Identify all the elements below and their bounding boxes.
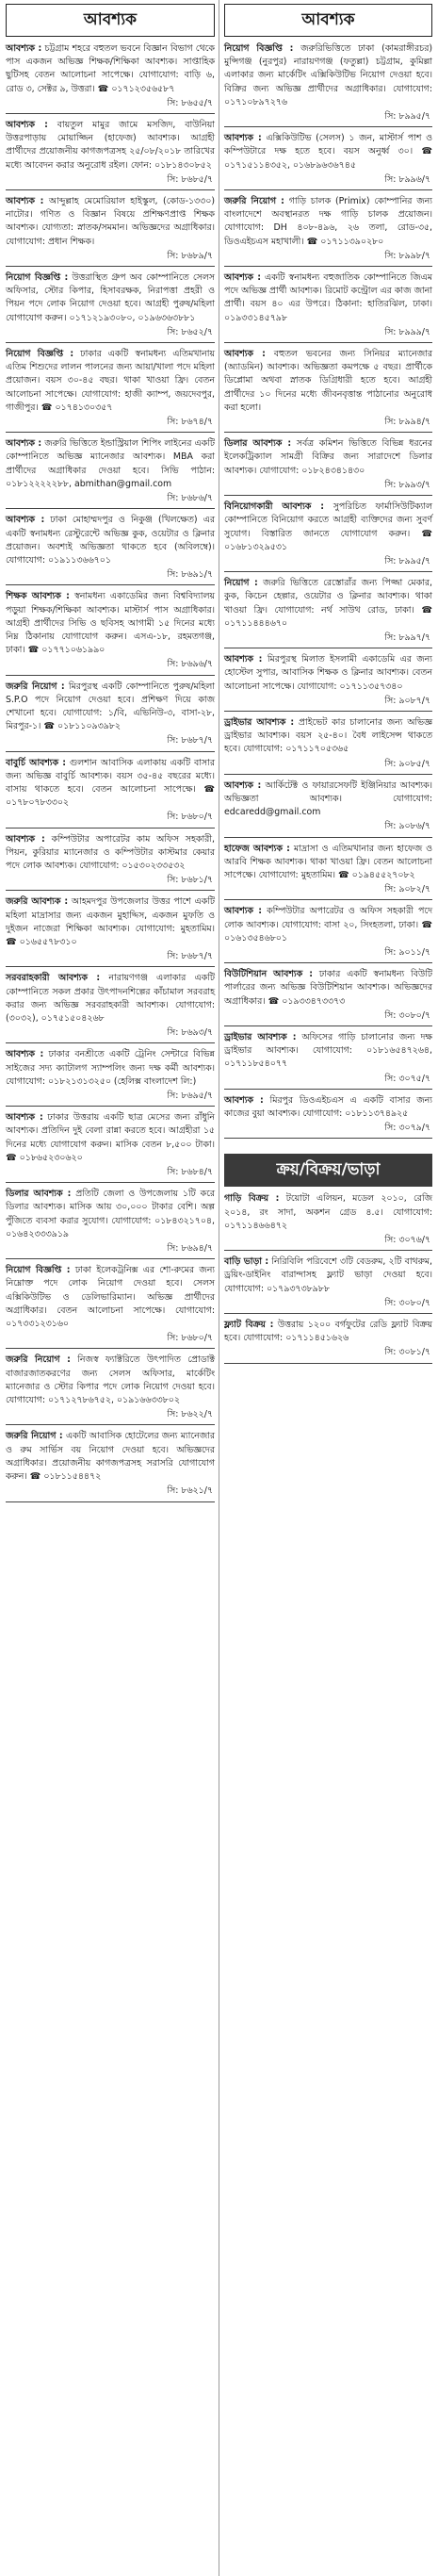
ad-divider (224, 571, 432, 572)
classified-ad (224, 1255, 432, 1310)
ad-divider (6, 966, 215, 967)
ad-divider (224, 962, 432, 963)
section-header-wanted-left: আবশ্যক (6, 4, 215, 37)
ad-body: বহুতল ভবনের জন্য সিনিয়র ম্যানেজার (অ্যাডমিন) আবশ্যক। অভিজ্ঞতা কমপক্ষে ৫ বছর। প্রার্থীকে ডিপ্লোমা অথবা স্নাতক ডিগ্রিধারী হতে হবে। আগ্রহী প্রার্থীদের ১০ দিনের মধ্যে জীবনবৃত্তান্ত পাঠানোর অনুরোধ করা হলো। (224, 349, 432, 413)
ad-code: সি: ৮৬৮৪/৭ (167, 1167, 213, 1178)
ad-code: সি: ৯০৮৭/৭ (384, 695, 430, 706)
classified-ad (6, 972, 215, 1040)
ad-heading: হাফেজ আবশ্যক : (224, 843, 290, 854)
ad-divider (224, 1089, 432, 1090)
classified-ad (224, 1094, 432, 1136)
ad-divider (224, 1313, 432, 1314)
classified-ad (6, 42, 215, 110)
ad-divider (6, 432, 215, 433)
ad-heading: আবশ্যক : (224, 272, 262, 284)
ad-code: সি: ৩০৮১/৭ (384, 1347, 430, 1358)
ad-heading: নিয়োগ বিজ্ঞপ্তি : (6, 349, 74, 360)
ad-code: সি: ৮৬৮৬/৭ (167, 493, 213, 504)
classified-ad (224, 968, 432, 1023)
ad-divider (6, 1042, 215, 1043)
ad-divider (6, 1501, 215, 1502)
ad-code: সি: ৮৬৯৩/৭ (167, 1027, 213, 1039)
ad-body: ঢাকার উত্তরায় একটি ছাত্র মেসের জন্য রাঁধুনি আবশ্যক। প্রতিদিন দুই বেলা রান্না করতে হবে। আগ্রহীরা ১৫ দিনের মধ্যে যোগাযোগ করুন। মাসিক বেতন ৮,৫০০ টাকা। ☎ ০১৮৬৫২৩০৬২০ (6, 1112, 215, 1163)
ad-heading: আবশ্যক : (6, 438, 42, 450)
ad-body: চট্টগ্রাম শহরে বহুতল ভবনে বিজ্ঞান বিভাগ থেকে পাস একজন অভিজ্ঞ শিক্ষক/শিক্ষিকা আবশ্যক। সাপ্তাহিক ছুটিসহ বেতন আলোচনা সাপেক্ষে। যোগাযোগ: বাড়ি ৬, রোড ৩, সেক্টর ৯, উত্তরা। ☎ ০১৭১২৩৫৬৫৮৭ (6, 43, 215, 94)
classified-ad (6, 437, 215, 505)
ad-heading: বাবুর্চি আবশ্যক : (6, 757, 66, 768)
ad-body: কম্পিউটার অপারেটর কাম অফিস সহকারী, পিয়ন, কুরিয়ার ম্যানেজার ও কম্পিউটার কাস্টমার কেয়ার পদে লোক আবশ্যক। যোগাযোগ: ০১৫৩০২৩৩৫৩২ (6, 833, 215, 871)
ad-divider (224, 1250, 432, 1251)
ad-divider (224, 1025, 432, 1026)
classified-ad (6, 271, 215, 339)
classified-ad (6, 681, 215, 748)
classified-ad (6, 119, 215, 187)
ad-heading: ডিলার আবশ্যক : (224, 438, 292, 450)
ad-code: সি: ৮৯৯৯/৭ (384, 326, 430, 337)
ad-heading: আবশ্যক : (6, 43, 42, 54)
classified-ad (6, 757, 215, 825)
ad-heading: শিক্ষক আবশ্যক : (6, 591, 70, 602)
ad-body: টয়োটা এলিয়ন, মডেল ২০১০, রেজি ২০১৪, রং সাদা, অকশন গ্রেড ৪.৫। যোগাযোগ: ০১৭১১৪৬৬৪৭২ (224, 1193, 433, 1231)
ad-divider (6, 751, 215, 752)
ad-code: সি: ৮৬৫৫/৭ (167, 97, 213, 108)
classified-ad (6, 1111, 215, 1179)
classified-ad (224, 577, 432, 645)
ad-heading: আবশ্যক : (6, 1112, 43, 1124)
classified-ad (6, 1354, 215, 1421)
ad-code: সি: ৮৯৯৫/৭ (384, 111, 430, 123)
ad-body: ঢাকার একটি স্বনামধন্য বিউটি পার্লারের জন্য অভিজ্ঞ বিউটিশিয়ান আবশ্যক। অভিজ্ঞদের অগ্রাধিকার। ☎ ০১৯৩৩৪৭৩৩৭৩ (224, 969, 433, 1007)
ad-code: সি: ৩০৭৬/৭ (384, 1235, 430, 1246)
ad-heading: বিউটিশিয়ান আবশ্যক : (224, 969, 313, 980)
classified-ad (224, 779, 432, 834)
classified-ad (224, 42, 432, 123)
ad-code: সি: ৮৯৯৪/৭ (384, 417, 430, 428)
classified-ad (6, 833, 215, 888)
ad-divider (224, 189, 432, 190)
ad-code: সি: ৮৬৯৪/৭ (167, 1243, 213, 1255)
ad-code: সি: ৯০৮৫/৭ (384, 758, 430, 769)
ad-code: সি: ৮৬২২/৭ (167, 1409, 213, 1420)
ad-body: এক্সিকিউটিভ (সেলস) ১ জন, মাস্টার্স পাশ ও কম্পিউটারে দক্ষ হতে হবে। বয়স অনুর্ধ্ব ৩০। ☎ ০১৭১৫১১৪৩৫২, ০১৬৮৯৬৩৬৭৪৫ (224, 133, 433, 171)
ad-body: স্বনামধন্য একাডেমির জন্য বিশ্ববিদ্যালয় পড়ুয়া শিক্ষক/শিক্ষিকা আবশ্যক। মাস্টার্স পাস অগ্রাধিকার। আগ্রহী প্রার্থীদের সিভি ও ছবিসহ আগামী ১৫ দিনের মধ্যে নিম্ন ঠিকানায় যোগাযোগ করুন। এসএ-১৮, রহমতগঞ্জ, ঢাকা। ☎ ০১৭৭১০৬১৯৯০ (6, 591, 216, 656)
ad-divider (224, 899, 432, 900)
ad-divider (224, 837, 432, 838)
ad-code: সি: ৮৯৯৮/৭ (384, 250, 430, 261)
ad-divider (224, 432, 432, 433)
ad-body: অফিসের গাড়ি চালানোর জন্য দক্ষ ড্রাইভার আবশ্যক। যোগাযোগ: ০১৮১৬৫৪৭২৬৪, ০১৭১১৮৫৪০৭৭ (224, 1032, 433, 1070)
classified-ad (6, 895, 215, 963)
ad-divider (6, 890, 215, 891)
ad-heading: নিয়োগ : (224, 578, 258, 589)
ad-body: একটি আবাসিক হোটেলের জন্য ম্যানেজার ও রুম সার্ভিস বয় নিয়োগ দেওয়া হবে। অভিজ্ঞদের অগ্রাধিকার। প্রয়োজনীয় কাগজপত্রসহ সরাসরি যোগাযোগ করুন। ☎ ০১৮১১৫৪৪৭২ (6, 1431, 215, 1483)
ad-heading: ডিলার আবশ্যক : (6, 1189, 72, 1200)
ad-divider (6, 828, 215, 829)
ad-divider (6, 266, 215, 267)
ad-body: একটি স্বনামধন্য বহুজাতিক কোম্পানিতে জিএম পদে অভিজ্ঞ প্রার্থী আবশ্যক। রিমোট কন্ট্রোল এর কাজ জানা প্রার্থী। বয়স ৪০ এর উপরে। ঠিকানা: হাতিরঝিল, ঢাকা। ০১৯৩৩১৪৫৭৯৮ (224, 272, 432, 323)
ad-body: নিরিবিলি পরিবেশে ৩টি বেডরুম, ২টি বাথরুম, ড্রয়িং-ডাইনিং বারান্দাসহ ফ্ল্যাট ভাড়া দেওয়া হবে। যোগাযোগ: ০১৭৯৩৭৩৮৯৮৮ (224, 1256, 432, 1294)
ad-body: ঢাকা মোহাম্মদপুর ও নিকুঞ্জ (খিলক্ষেত) এর একটি স্বনামধন্য রেস্টুরেন্টে অভিজ্ঞ কুক, ওয়েটার ও ক্লিনার প্রয়োজন। অবশ্যই অভিজ্ঞতা থাকতে হবে (অবিলম্বে)। যোগাযোগ: ০১৯১১৩৬৬৭০১ (6, 515, 215, 566)
ad-body: মাদ্রাসা ও এতিমখানার জন্য হাফেজ ও আরবি শিক্ষক আবশ্যক। থাকা খাওয়া ফ্রি। বেতন আলোচনা সাপেক্ষে। যোগাযোগ: মুহতামিম। ☎ ০১৯৪৫৫২৭০৮২ (224, 843, 432, 880)
ad-heading: আবশ্যক : (6, 196, 44, 207)
ad-code: সি: ৮৯৯৫/৭ (384, 555, 430, 566)
right-ads-list (224, 42, 432, 1139)
ad-heading: আবশ্যক : (224, 1094, 264, 1106)
ad-divider (6, 584, 215, 585)
ad-heading: সরবরাহকারী আবশ্যক : (6, 973, 101, 984)
ad-divider (224, 342, 432, 343)
ad-code: সি: ৩০৭৫/৭ (384, 1073, 430, 1084)
ad-body: ঢাকা ইলেকট্রনিক্স এর শো-রুমের জন্য নিম্নোক্ত পদে লোক নিয়োগ দেওয়া হবে। সেলস এক্সিকিউটিভ ও ডেলিভারিম্যান। অভিজ্ঞ প্রার্থীদের অগ্রাধিকার। বেতন আলোচনা সাপেক্ষে। যোগাযোগ: ০১৭৩৩১২৩১৬০ (6, 1265, 216, 1330)
classified-ad (224, 437, 432, 492)
ad-code: সি: ৮৬৮৭/৭ (167, 951, 213, 962)
ad-heading: নিয়োগ বিজ্ঞপ্তি : (6, 272, 69, 284)
ad-divider (6, 342, 215, 343)
ad-code: সি: ৮৬৭৪/৭ (167, 417, 213, 428)
ad-body: বায়তুল মামুর জামে মসজিদ, বাউনিয়া উত্তরপাড়ায় মোয়াজ্জিন (হাফেজ) আবশ্যক। আগ্রহী প্রার্থীদের প্রয়োজনীয় কাগজপত্রসহ ২৫/০৮/২০১৮ তারিখের মধ্যে আবেদন করার অনুরোধ রইল। ফোন: ০১৮১৪৩০৮৫২ (6, 120, 215, 171)
ad-code: সি: ৮৬৯১/৭ (167, 569, 213, 581)
ad-code: সি: ৩০৮০/৭ (384, 1297, 430, 1308)
ad-code: সি: ৯০৮২/৭ (384, 884, 430, 895)
ad-body: উত্তরাস্থিত গ্রুপ অব কোম্পানিতে সেলস অফিসার, স্টোর কিপার, হিসাবরক্ষক, নিরাপত্তা প্রহরী ও পিয়ন পদে লোক নিয়োগ দেওয়া হবে। আগ্রহী পুরুষ/মহিলা যোগাযোগ করুন। ০১৭১২১৯৩০৮০, ০১৯৬৩৬৩৮৮১ (6, 272, 215, 323)
ad-heading: নিয়োগ বিজ্ঞপ্তি : (224, 43, 294, 54)
ad-divider (224, 1138, 432, 1139)
ad-heading: আবশ্যক : (6, 833, 45, 845)
ad-code: সি: ৮৬৮০/৭ (167, 812, 213, 823)
ad-code: সি: ৮৬৮৫/৭ (167, 173, 213, 185)
ad-heading: ফ্ল্যাট বিক্রয় : (224, 1320, 274, 1331)
ad-heading: বিনিয়োগকারী আবশ্যক : (224, 501, 325, 513)
ad-heading: ড্রাইভার আবশ্যক : (224, 1032, 297, 1042)
ad-body: মিরপুর ডিওএইচএস এ একটি বাসার জন্য কাজের বুয়া আবশ্যক। যোগাযোগ: ০১৮১১৩৭৪৯২৫ (224, 1094, 432, 1120)
ad-body: উত্তরায় ১২০০ বর্গফুটের রেডি ফ্ল্যাট বিক্রয় হবে। যোগাযোগ: ০১৭১১৪৫১৬২৬ (224, 1320, 432, 1344)
ad-code: সি: ৮৬৯৬/৭ (167, 659, 213, 670)
classified-ad (6, 590, 215, 671)
ad-heading: আবশ্যক : (224, 779, 262, 791)
ad-divider (224, 495, 432, 496)
ad-code: সি: ৮৯৯৩/৭ (384, 479, 430, 490)
ad-divider (6, 1258, 215, 1259)
buy-sell-ads-list (224, 1192, 432, 1363)
ad-body: ঢাকার একটি স্বনামধন্য এতিমখানায় এতিম শিশুদের লালন পালনের জন্য আয়া/খালা পদে মহিলা প্রয়োজন। বয়স ৩০-৪৫ বছর। থাকা খাওয়া ফ্রি। বেতন আলোচনা সাপেক্ষে। যোগাযোগ: হাজী ক্যাম্প, জয়দেবপুর, গাজীপুর। ☎ ০১৭৪১৩০৩৫৭ (6, 349, 216, 413)
ad-divider (224, 711, 432, 712)
ad-heading: আবশ্যক : (224, 349, 266, 360)
ad-code: সি: ৮৬৮১/৭ (167, 875, 213, 886)
ad-code: সি: ৮৯৯৬/৭ (384, 173, 430, 185)
classified-ad (224, 271, 432, 339)
ad-divider (224, 774, 432, 775)
classified-ad (224, 132, 432, 187)
ad-heading: আবশ্যক : (6, 120, 48, 131)
ad-body: আব্দুল্লাহ মেমোরিয়াল হাইস্কুল, (কোড-১৩৩০) নাটোর। গণিত ও বিজ্ঞান বিষয়ে প্রশিক্ষণপ্রাপ্ত শিক্ষক আবশ্যক। যোগ্যতা: স্নাতক/সমমান। অভিজ্ঞদের অগ্রাধিকার। যোগাযোগ: প্রধান শিক্ষক। (6, 196, 215, 247)
ad-code: সি: ৮৬৮০/৭ (167, 1333, 213, 1344)
left-column (6, 4, 215, 1507)
ad-code: সি: ৮৬৫২/৭ (167, 326, 213, 337)
ad-body: জরুরি ভিত্তিতে ইন্ডাস্ট্রিয়াল শিপিং লাইনের একটি কোম্পানিতে অভিজ্ঞ ম্যানেজার আবশ্যক। MBA করা প্রার্থীদের অগ্রাধিকার দেওয়া হবে। সিভি পাঠান: ০১৮১২২২২২৮৮, abmithan@gmail.com (6, 438, 215, 489)
ad-divider (6, 1182, 215, 1183)
ad-body: আর্কিটেক্ট ও ফায়ারসেফটি ইঞ্জিনিয়ার আবশ্যক। অভিজ্ঞতা আবশ্যক। যোগাযোগ: edcaredd@gmail.com (224, 779, 433, 818)
ad-divider (224, 1363, 432, 1364)
ad-divider (224, 126, 432, 127)
ad-code: সি: ৮৯৯৭/৭ (384, 632, 430, 643)
classified-ad (6, 1430, 215, 1498)
ad-code: সি: ৯০১১/৭ (384, 946, 430, 958)
classified-ad (6, 1048, 215, 1103)
classified-ad (6, 195, 215, 263)
ad-body: নারায়ণগঞ্জ এলাকার একটি কোম্পানিতে সকল প্রকার উৎপাদনশিল্পের কাঁচামাল সরবরাহ করার জন্য অভিজ্ঞ সরবরাহকারী আবশ্যক। যোগাযোগ: (৩০৩২), ০১৭৫১৫০৪২৬৮ (6, 973, 215, 1024)
ad-code: সি: ৯০৮৬/৭ (384, 821, 430, 832)
classified-ad (224, 1319, 432, 1360)
ad-code: সি: ৩০৭৯/৭ (384, 1123, 430, 1134)
ad-body: নিজস্ব ফ্যাক্টরিতে উৎপাদিত প্রোডাক্ট বাজারজাতকরণের জন্য সেলস অফিসার, মার্কেটিং ম্যানেজার ও স্টোর কিপার পদে লোক নিয়োগ দেওয়া হবে। যোগাযোগ: ০১৭১২৭৮৬৭৫২, ০১৯১৬৬৩৩৮০২ (6, 1354, 215, 1406)
ad-heading: জরুরি নিয়োগ : (6, 681, 65, 692)
ad-heading: আবশ্যক : (224, 654, 263, 665)
ad-code: সি: ৮৬৮৯/৭ (167, 250, 213, 261)
ad-body: গাড়ি চালক (Primix) কোম্পানির জন্য বাংলাদেশে অবস্থানরত দক্ষ গাড়ি চালক প্রয়োজন। যোগাযোগ: DH ৪০৮-৪৯৬, ২৬ তলা, রোড-৩৫, ডিওএইচএস মহাখালী। ☎ ০১৭১১৩৯০২৮০ (224, 196, 433, 247)
ad-body: জরুরি ভিত্তিতে রেস্তোরাঁর জন্য পিজ্জা মেকার, কুক, কিচেন হেল্পার, ওয়েটার ও ক্লিনার আবশ্যক। থাকা খাওয়া ফ্রি। যোগাযোগ: নর্থ সাউথ রোড, ঢাকা। ☎ ০১৭১১৪৪৪৬৭০ (224, 578, 433, 629)
ad-divider (6, 1106, 215, 1107)
ad-body: প্রতিটি জেলা ও উপজেলায় ১টি করে ডিলার আবশ্যক। মাসিক আয় ৩০,০০০ টাকার বেশি। অল্প পুঁজিতে ব্যবসা করার সুযোগ। যোগাযোগ: ০১৮৪৩২১৭০৪, ০১৬৪২৩৩৩৯১৯ (6, 1189, 215, 1239)
left-ads-list (6, 42, 215, 1502)
ad-body: কম্পিউটার অপারেটর ও অফিস সহকারী পদে লোক আবশ্যক। যোগাযোগ: বাসা ২০, সিংহতলা, ঢাকা। ☎ ০১৬১৩৫৪৬৮০১ (224, 906, 433, 943)
classified-ad (6, 1188, 215, 1255)
ad-body: গুলশান আবাসিক এলাকায় একটি বাসার জন্য অভিজ্ঞ বাবুর্চি আবশ্যক। বয়স ৩৫-৪৫ বছরের মধ্যে। বাসায় থাকতে হবে। বেতন আলোচনা সাপেক্ষে। ☎ ০১৭৮০৭৮৩৩০২ (6, 757, 215, 809)
ad-body: প্রাইভেট কার চালানোর জন্য অভিজ্ঞ ড্রাইভার আবশ্যক। বয়স ২৫-৪০। বৈধ লাইসেন্স থাকতে হবে। যোগাযোগ: ০১৭১১৭০৫৩৬৫ (224, 716, 432, 755)
section-header-buy-sell-rent: ক্রয়/বিক্রয়/ভাড়া (224, 1154, 432, 1187)
ad-code: সি: ৩০৮০/৭ (384, 1009, 430, 1021)
classified-ad (224, 1192, 432, 1247)
classified-ad (6, 514, 215, 582)
section-header-wanted-right: আবশ্যক (224, 4, 432, 37)
classified-ad (224, 500, 432, 568)
ad-heading: জরুরি আবশ্যক : (6, 896, 69, 908)
right-column (224, 4, 432, 1369)
ad-heading: আবশ্যক : (224, 133, 262, 144)
ad-body: মিরপুরস্থ একটি কোম্পানিতে পুরুষ/মহিলা S.P.O পদে নিয়োগ দেওয়া হবে। প্রশিক্ষণ দিয়ে কাজ শেখানো হবে। যোগাযোগ: ১/বি, এভিনিউ-৩, বাসা-২৮, মিরপুর-১। ☎ ০১৮১১০৯৩৯৮২ (6, 681, 215, 732)
ad-code: সি: ৮৬২১/৭ (167, 1485, 213, 1497)
classified-ad (6, 1264, 215, 1345)
ad-divider (6, 113, 215, 114)
ad-heading: নিয়োগ বিজ্ঞপ্তি : (6, 1265, 71, 1276)
ad-heading: আবশ্যক : (224, 906, 263, 917)
ad-body: ঢাকার বনশ্রীতে একটি ট্রেনিং সেন্টারে বিভিন্ন সাইজের সদ্য ক্যাটালগ স্যাম্পলিং জন্য দক্ষ কর্মী আবশ্যক। যোগাযোগ: ০১৮২১৩১৩২৫০ (হেলিক্স বাংলাদেশ লি:) (6, 1049, 215, 1087)
ad-heading: আবশ্যক : (6, 1049, 44, 1060)
classified-ad (224, 195, 432, 263)
ad-heading: গাড়ি বিক্রয় : (224, 1193, 280, 1205)
classified-ad (6, 348, 215, 429)
classified-ad (224, 843, 432, 897)
ad-code: সি: ৮৬৮৭/৭ (167, 735, 213, 747)
ad-heading: জরুরি নিয়োগ : (6, 1431, 63, 1442)
ad-divider (6, 189, 215, 190)
ad-divider (6, 508, 215, 509)
classified-ad (224, 653, 432, 708)
ad-divider (6, 1348, 215, 1349)
ad-heading: ড্রাইভার আবশ্যক : (224, 716, 295, 728)
ad-heading: বাড়ি ভাড়া : (224, 1256, 269, 1268)
ad-heading: জরুরি নিয়োগ : (6, 1354, 71, 1366)
classified-ad (224, 905, 432, 960)
ad-code: সি: ৮৬৯৫/৭ (167, 1091, 213, 1102)
classified-ad (224, 716, 432, 771)
ad-body: সুপরিচিত ফার্মাসিউটিক্যাল কোম্পানিতে বিনিয়োগ করতে আগ্রহী ব্যক্তিদের জন্য সুবর্ণ সুযোগ। বিস্তারিত জানতে যোগাযোগ করুন। ☎ ০১৬৮১৩২৯৫৩১ (224, 501, 432, 552)
classified-ad (224, 348, 432, 429)
ad-divider (6, 675, 215, 676)
ad-body: জরুরিভিত্তিতে ঢাকা (কামরাঙ্গীরচর) মুন্সিগঞ্জ (নুরপুর) নারায়ণগঞ্জ (ফতুল্লা) চট্টগ্রাম, কুমিল্লা এলাকার জন্য মার্কেটিং এক্সিকিউটিভ নিয়োগ দেওয়া হবে। বিক্রির জন্য অভিজ্ঞ প্রার্থীদের অগ্রাধিকার। যোগাযোগ: ০১৭১০৮৯৭২৭৬ (224, 43, 433, 107)
ad-body: সর্বত্র কমিশন ভিত্তিতে বিভিন্ন ধরনের ইলেকট্রিক্যাল সামগ্রী বিক্রির জন্য সারাদেশে ডিলার আবশ্যক। যোগাযোগ: ০১৮২৪৩৪১৪৩০ (224, 438, 433, 476)
ad-heading: জরুরি নিয়োগ : (224, 196, 284, 207)
ad-body: আহমদপুর উপজেলার উত্তর পাশে একটি মহিলা মাদ্রাসার জন্য একজন মুহাদ্দিস, একজন মুফতি ও দুইজন নাজেরা শিক্ষিকা আবশ্যক। যোগাযোগ: মুহতামিম। ☎ ০১৬৫৫৭৮৩১০ (6, 896, 216, 947)
ad-body: মিরপুরস্থ মিলাত ইসলামী একাডেমি এর জন্য হোস্টেল সুপার, আবাসিক শিক্ষক ও ক্লিনার আবশ্যক। বেতন আলোচনা সাপেক্ষে। যোগাযোগ: ০১৭১১৩৫৭৩৪০ (224, 654, 432, 692)
ad-divider (224, 266, 432, 267)
classified-ad (224, 1031, 432, 1086)
ad-divider (6, 1424, 215, 1425)
ad-heading: আবশ্যক : (6, 515, 45, 526)
